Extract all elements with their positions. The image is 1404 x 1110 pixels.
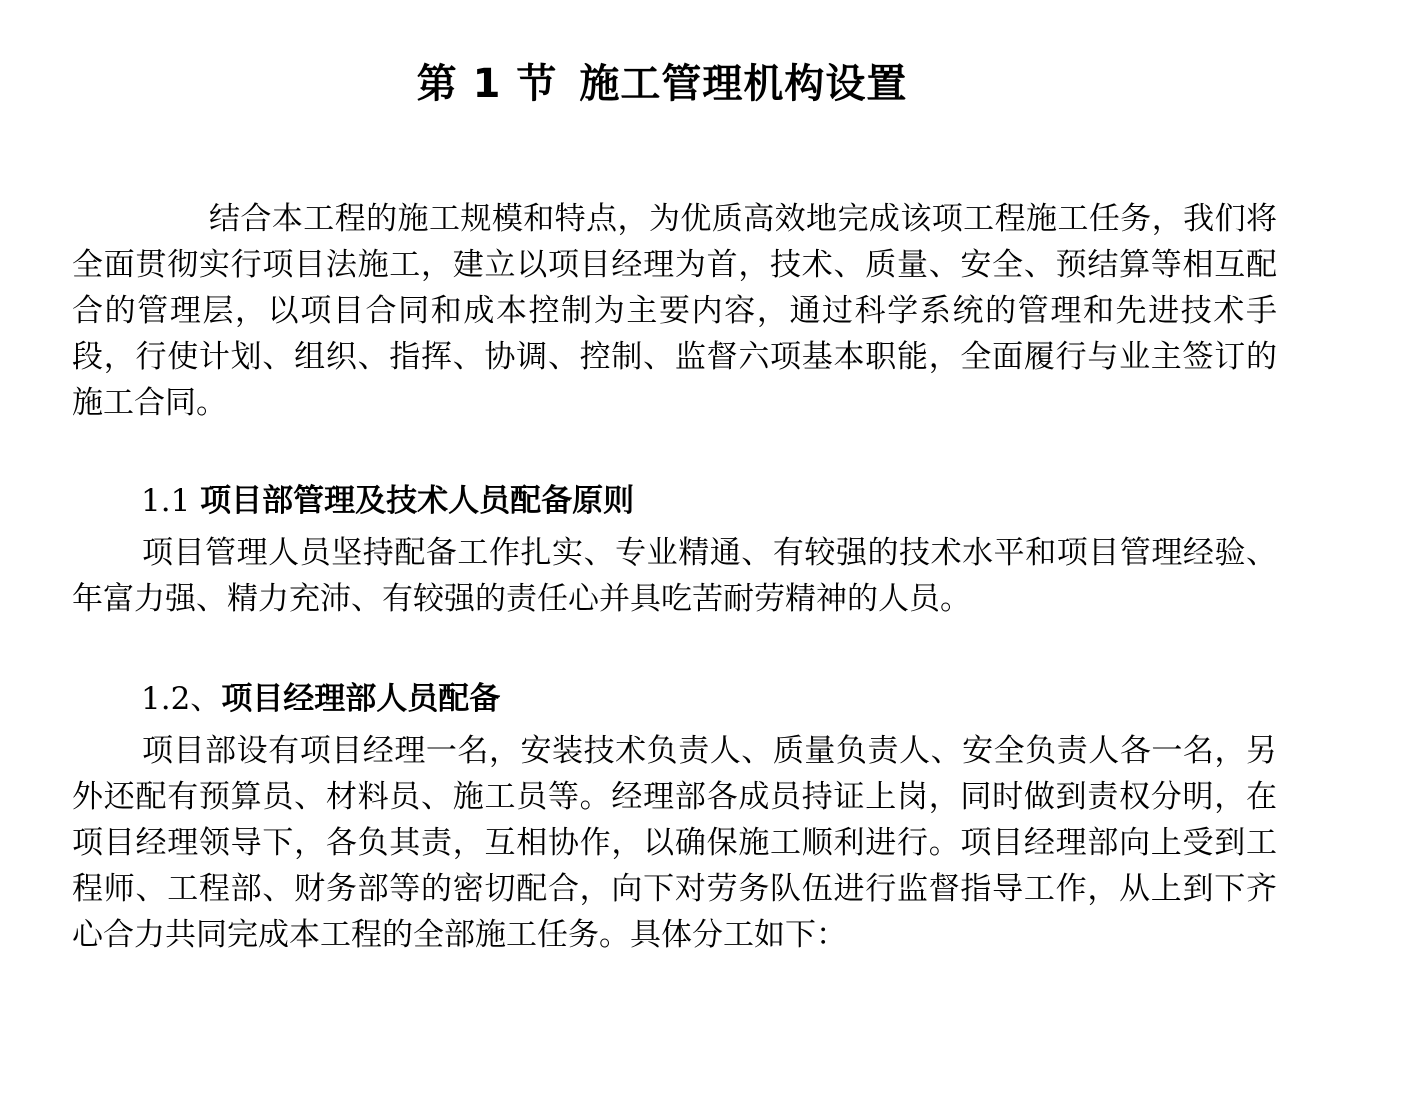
- section-heading-1-2: [141, 676, 500, 722]
- section-heading-text: 项目经理部人员配备: [221, 681, 501, 717]
- section-number: 1.2、: [141, 681, 222, 717]
- section-heading-text: 项目部管理及技术人员配备原则: [200, 483, 635, 519]
- title-prefix: 第 1 节: [416, 61, 558, 107]
- section-body-1-1: 项目管理人员坚持配备工作扎实、专业精通、有较强的技术水平和项目管理经验、年富力强、精力充沛、有较强的责任心并具吃苦耐劳精神的人员。: [72, 535, 1277, 617]
- page-title: [0, 56, 1324, 112]
- section-body-1-2: 项目部设有项目经理一名，安装技术负责人、质量负责人、安全负责人各一名，另外还配有预算员、材料员、施工员等。经理部各成员持证上岗，同时做到责权分明，在项目经理领导下，各负其责，互相协作，以确保施工顺利进行。项目经理部向上受到工程师、工程部、财务部等的密切配合，向下对劳务队伍进行监督指导工作，从上到下齐心合力共同完成本工程的全部施工任务。具体分工如下：: [72, 733, 1277, 953]
- title-text: 施工管理机构设置: [579, 61, 908, 107]
- intro-paragraph: 结合本工程的施工规模和特点，为优质高效地完成该项工程施工任务，我们将全面贯彻实行项目法施工，建立以项目经理为首，技术、质量、安全、预结算等相互配合的管理层，以项目合同和成本控制为主要内容，通过科学系统的管理和先进技术手段，行使计划、组织、指挥、协调、控制、监督六项基本职能，全面履行与业主签订的施工合同。: [72, 201, 1277, 421]
- section-number: 1.1: [141, 483, 201, 519]
- section-heading-1-1: [141, 478, 634, 524]
